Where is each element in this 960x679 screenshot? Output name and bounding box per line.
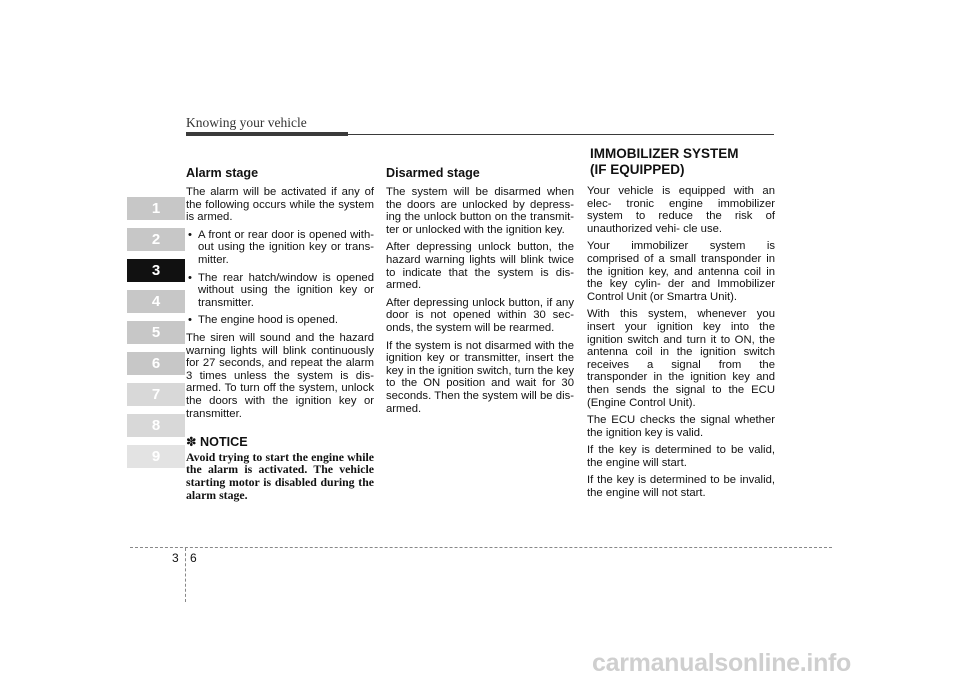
chapter-tabs [127,197,185,476]
chapter-tab-1[interactable]: 1 [127,197,185,220]
watermark: carmanualsonline.info [592,649,852,677]
page-number: 6 [190,551,197,565]
list-item: • A front or rear door is opened with- out using the ignition key or trans- mitter. [186,229,374,267]
chapter-tab-5[interactable]: 5 [127,321,185,344]
immobilizer-paragraph: Your immobilizer system is comprised of a small transponder in the ignition key, and antenna coil in the key cylin- der and Immobilizer Control Unit (or Smartra Unit). [587,240,775,303]
chapter-tab-9[interactable]: 9 [127,445,185,468]
immobilizer-paragraph: Your vehicle is equipped with an elec- tronic engine immobilizer system to reduce the risk of unauthorized vehi- cle use. [587,185,775,235]
list-item: • The engine hood is opened. [186,314,374,327]
immobilizer-paragraph: If the key is determined to be valid, the engine will start. [587,444,775,469]
header-rule [186,134,774,135]
alarm-stage-heading: Alarm stage [186,166,259,180]
column-immobilizer [587,146,775,505]
page-chapter-number: 3 [172,551,179,565]
immobilizer-paragraph: The ECU checks the signal whether the ignition key is valid. [587,414,775,439]
alarm-siren-paragraph: The siren will sound and the hazard warning lights will blink continuously for 27 seconds, and repeat the alarm 3 times unless the system is dis- armed. To turn off the system, unlock the doors with the ignition key or transmitter. [186,331,374,420]
disarmed-paragraph: After depressing unlock button, the hazard warning lights will blink twice to indicate that the system is dis- armed. [386,241,574,292]
column-disarmed-stage [386,166,574,420]
column-alarm-stage [186,166,374,502]
immobilizer-paragraph: With this system, whenever you insert your ignition key into the ignition switch and turn it to ON, the antenna coil in the ignition switch receives a signal from the transponder in the ignition key and then sends the signal to the ECU (Engine Control Unit). [587,308,775,409]
disarmed-stage-heading: Disarmed stage [386,166,480,180]
chapter-tab-7[interactable]: 7 [127,383,185,406]
chapter-tab-3[interactable]: 3 [127,259,185,282]
notice-title: ✽ NOTICE [186,435,248,450]
chapter-tab-2[interactable]: 2 [127,228,185,251]
footer-divider [185,548,186,602]
page-header-title: Knowing your vehicle [186,115,307,130]
immobilizer-heading-line2: (IF EQUIPPED) [590,162,685,177]
chapter-tab-4[interactable]: 4 [127,290,185,313]
disarmed-paragraph: If the system is not disarmed with the ignition key or transmitter, insert the key in the ignition switch, turn the key to the ON position and wait for 30 seconds. Then the system will be dis- armed. [386,339,574,415]
chapter-tab-6[interactable]: 6 [127,352,185,375]
immobilizer-heading-line1: IMMOBILIZER SYSTEM [590,146,739,161]
notice-body: Avoid trying to start the engine while the alarm is activated. The vehicle starting motor is disabled during the alarm stage. [186,449,374,503]
chapter-tab-8[interactable]: 8 [127,414,185,437]
disarmed-paragraph: The system will be disarmed when the doors are unlocked by depress- ing the unlock button on the transmit- ter or unlocked with the ignition key. [386,186,574,236]
list-item: • The rear hatch/window is opened without using the ignition key or transmitter. [186,272,374,310]
alarm-trigger-list [186,229,374,327]
immobilizer-heading [590,146,775,178]
disarmed-paragraph: After depressing unlock button, if any door is not opened within 30 sec- onds, the system will be rearmed. [386,296,574,334]
alarm-intro: The alarm will be activated if any of the following occurs while the system is armed. [186,186,374,224]
footer-rule [130,547,832,548]
immobilizer-paragraph: If the key is determined to be invalid, the engine will not start. [587,474,775,500]
